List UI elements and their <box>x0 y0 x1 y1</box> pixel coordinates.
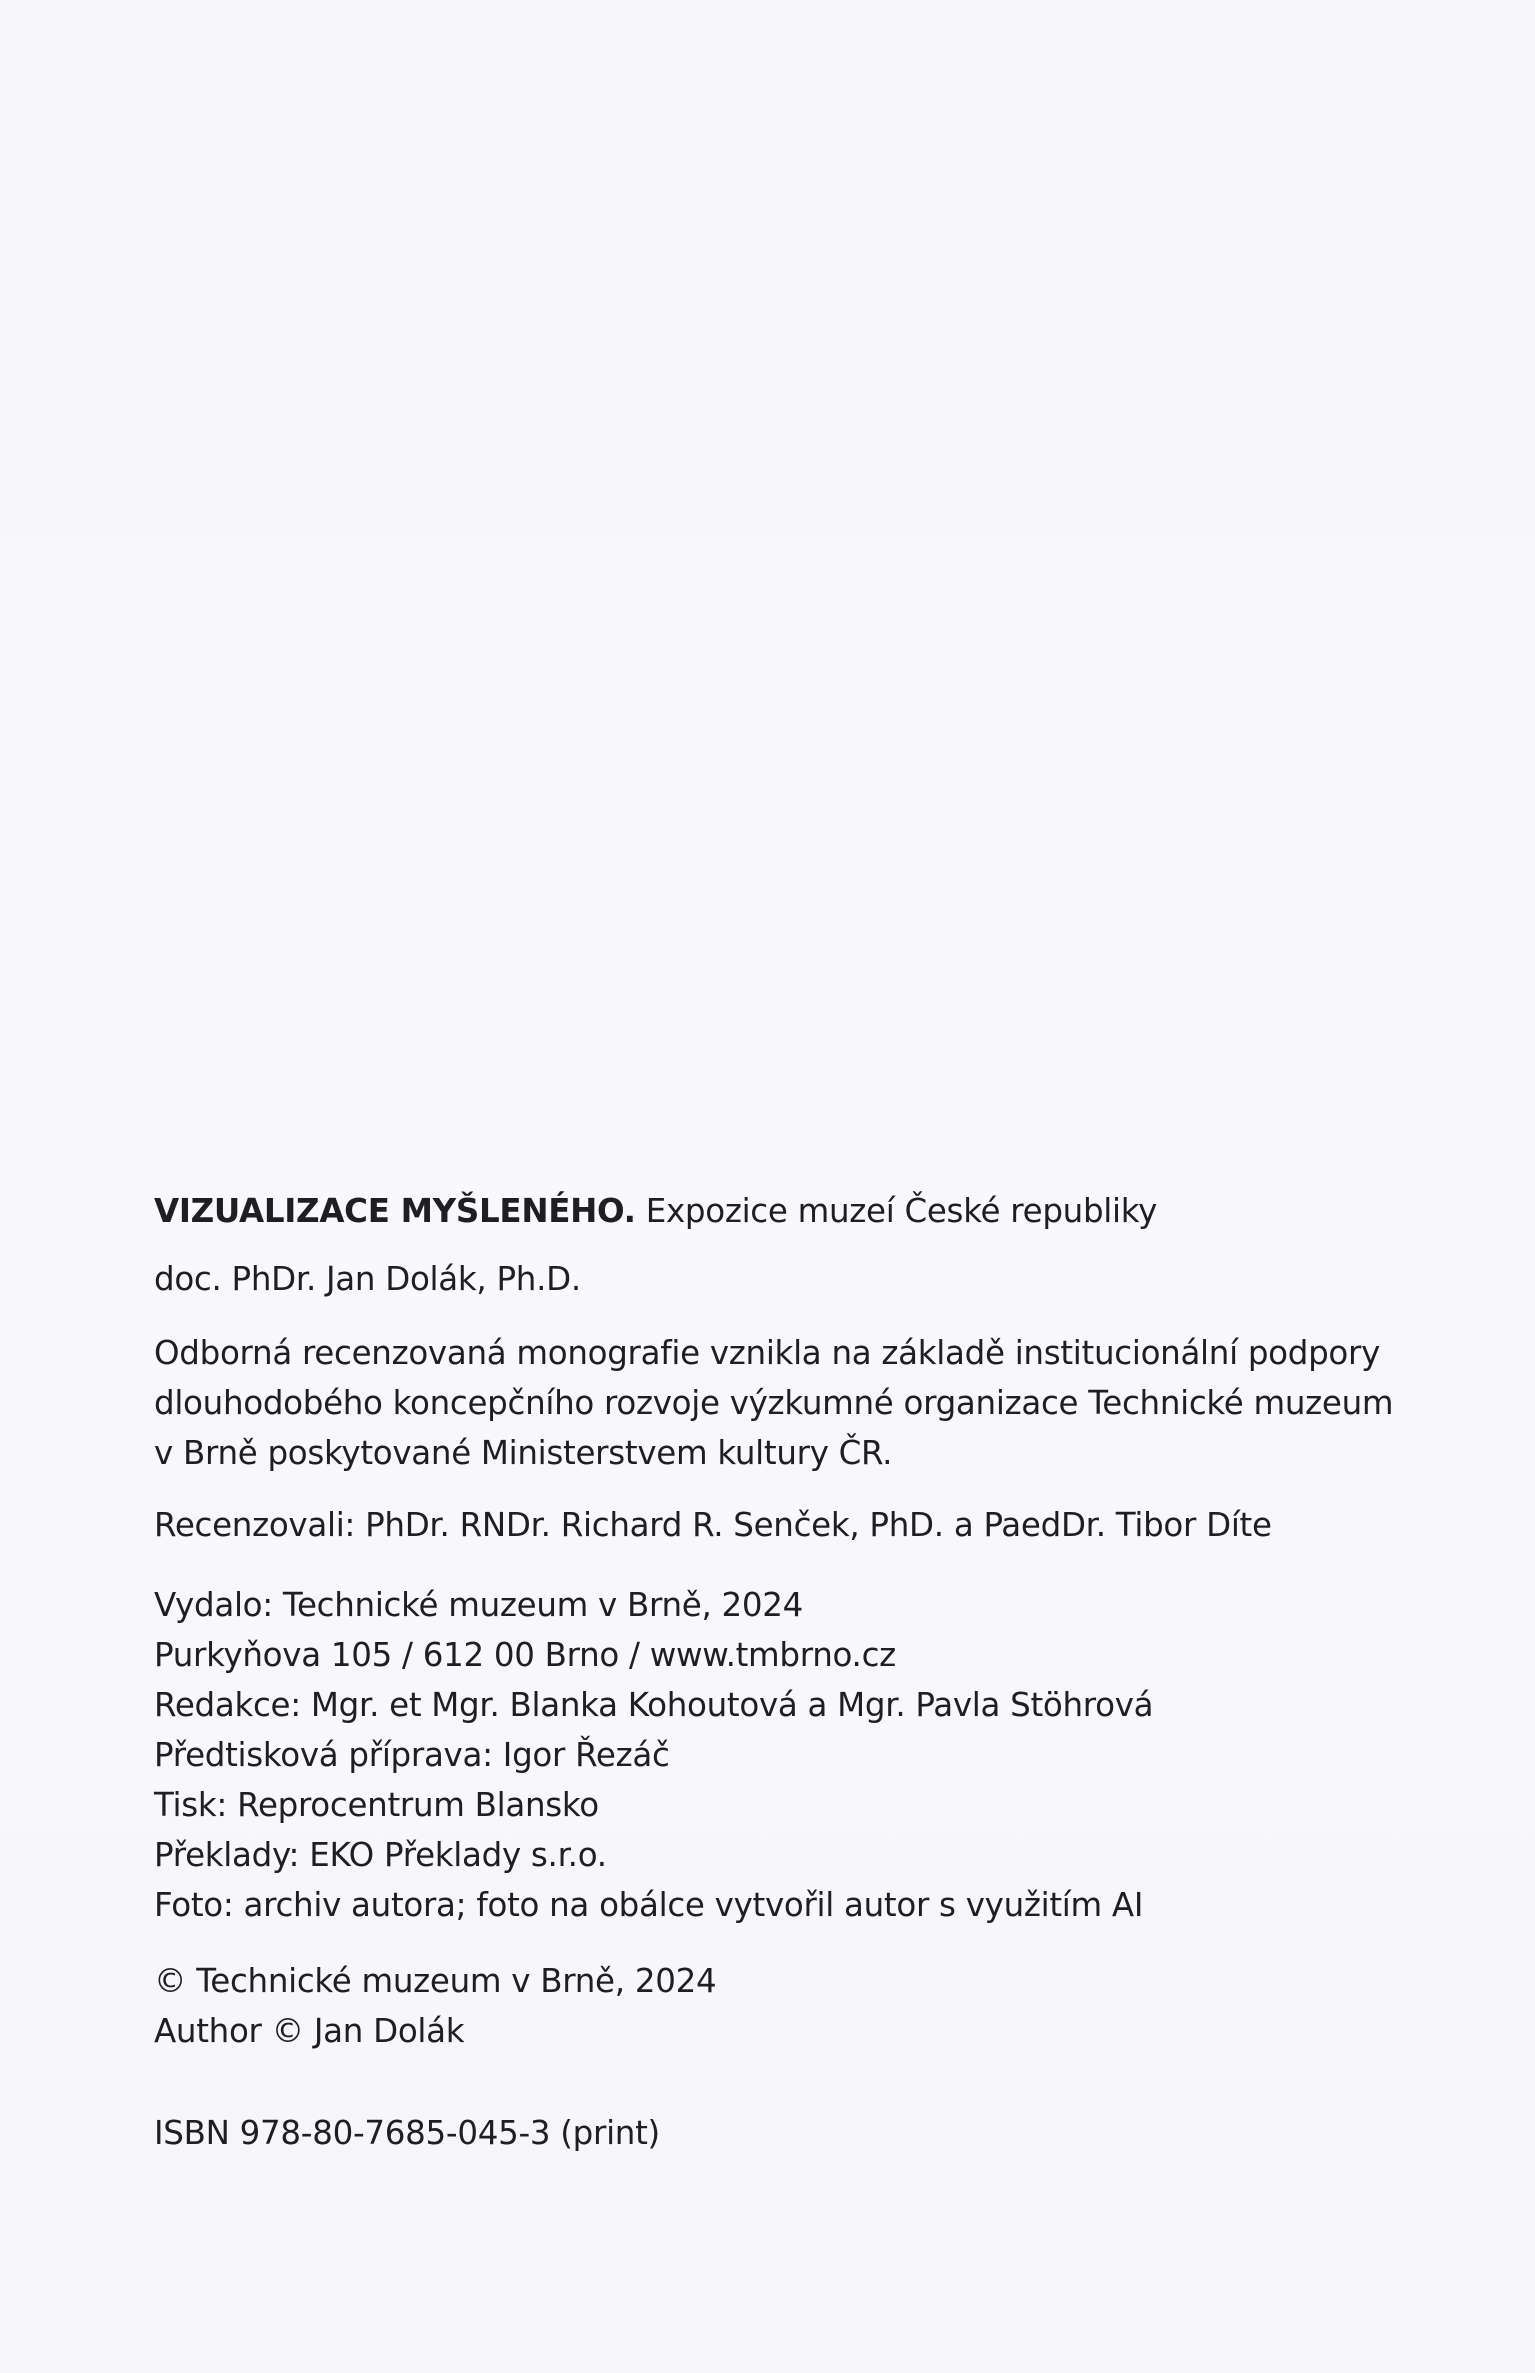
reviewers: Recenzovali: PhDr. RNDr. Richard R. Senček, PhD. a PaedDr. Tibor Díte <box>154 1506 1272 1544</box>
prepress: Předtisková příprava: Igor Řezáč <box>154 1736 670 1774</box>
funding-line-1: Odborná recenzovaná monografie vznikla na základě institucionální podpory <box>154 1334 1381 1372</box>
colophon <box>154 1186 1494 2158</box>
book-title <box>154 1186 1494 1236</box>
translations: Překlady: EKO Překlady s.r.o. <box>154 1836 607 1874</box>
photo-credits: Foto: archiv autora; foto na obálce vytvořil autor s využitím AI <box>154 1886 1144 1924</box>
isbn: ISBN 978-80-7685-045-3 (print) <box>154 2114 660 2152</box>
author-name: doc. PhDr. Jan Dolák, Ph.D. <box>154 1260 581 1298</box>
copyright-author: Author © Jan Dolák <box>154 2012 465 2050</box>
funding-line-2: dlouhodobého koncepčního rozvoje výzkumné organizace Technické muzeum <box>154 1384 1394 1422</box>
funding-line-3: v Brně poskytované Ministerstvem kultury ČR. <box>154 1434 893 1472</box>
copyright-publisher: © Technické muzeum v Brně, 2024 <box>154 1962 717 2000</box>
book-title-bold: VIZUALIZACE MYŠLENÉHO. <box>154 1192 636 1230</box>
editors: Redakce: Mgr. et Mgr. Blanka Kohoutová a Mgr. Pavla Stöhrová <box>154 1686 1154 1724</box>
book-subtitle: Expozice muzeí České republiky <box>635 1192 1158 1230</box>
printer: Tisk: Reprocentrum Blansko <box>154 1786 599 1824</box>
publisher-address: Purkyňova 105 / 612 00 Brno / www.tmbrno.cz <box>154 1636 896 1674</box>
publisher: Vydalo: Technické muzeum v Brně, 2024 <box>154 1586 804 1624</box>
